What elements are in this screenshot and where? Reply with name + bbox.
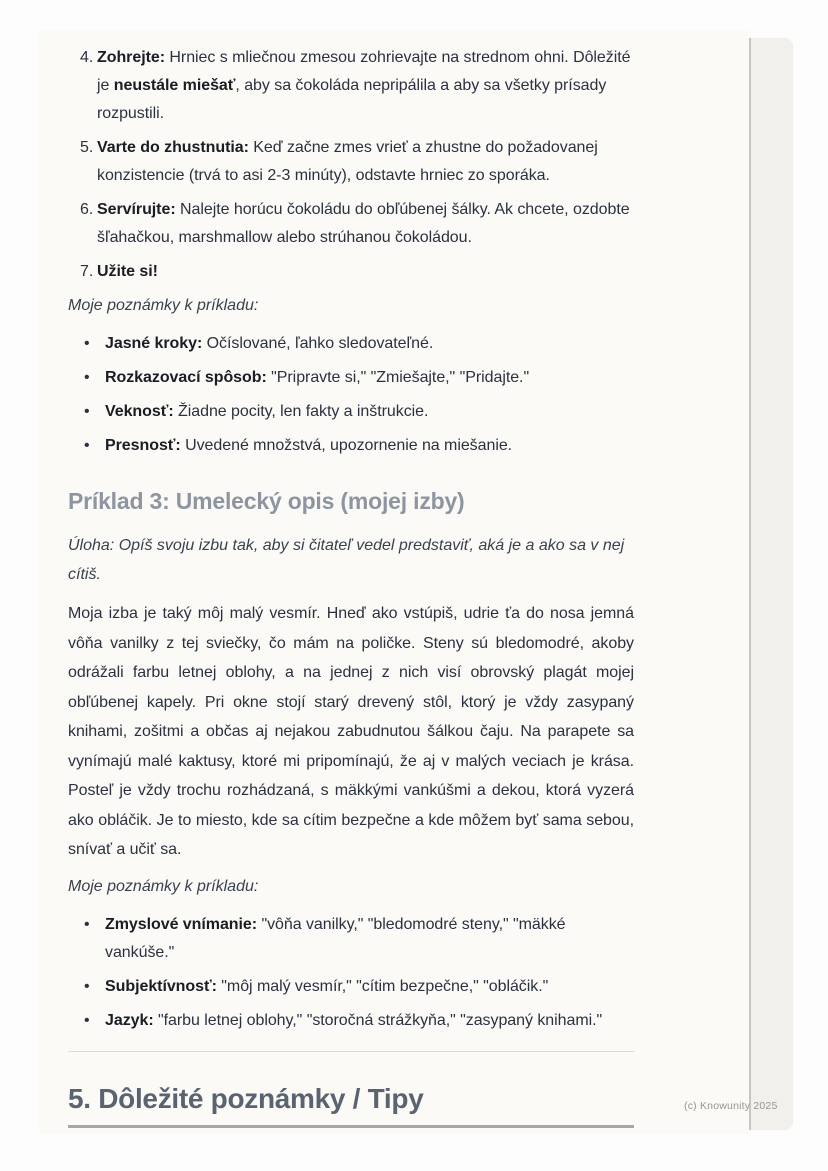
list-item	[68, 364, 634, 392]
notes-label: Moje poznámky k príkladu:	[68, 297, 259, 314]
list-item-text: Užite si!	[97, 263, 158, 280]
list-item-text: Zmyslové vnímanie: "vôňa vanilky," "bledomodré steny," "mäkké vankúše."	[105, 915, 566, 961]
numbered-list	[68, 44, 634, 286]
list-item-text: Rozkazovací spôsob: "Pripravte si," "Zmiešajte," "Pridajte."	[105, 369, 530, 386]
bullet-icon: •	[84, 403, 90, 420]
document-page	[38, 30, 749, 1134]
list-item	[68, 911, 634, 967]
list-item	[68, 973, 634, 1001]
bullet-icon: •	[84, 1011, 90, 1029]
list-item	[68, 330, 634, 358]
list-item	[68, 398, 634, 426]
body-paragraph: Moja izba je taký môj malý vesmír. Hneď ako vstúpiš, udrie ťa do nosa jemná vôňa vanilky z tej sviečky, čo mám na poličke. Steny sú bledomodré, akoby odrážali farbu letnej oblohy, a na jednej z nich visí obrovský plagát mojej obľúbenej kapely. Pri okne stojí starý drevený stôl, ktorý je vždy zasypaný knihami, zošitmi a občas aj nejakou zabudnutou šálkou čaju. Na parapete sa vynímajú malé kaktusy, ktoré mi pripomínajú, že aj v malých veciach je krása. Posteľ je vždy trochu rozhádzaná, s mäkkými vankúšmi a dekou, ktorá vyzerá ako obláčik. Je to miesto, kde sa cítim bezpečne a kde môžem byť sama sebou, snívať a učiť sa.	[68, 605, 634, 858]
list-item-text: Servírujte: Nalejte horúcu čokoládu do obľúbenej šálky. Ak chcete, ozdobte šľahačkou, marshmallow alebo strúhanou čokoládou.	[97, 201, 630, 246]
list-item-text: Varte do zhustnutia: Keď začne zmes vrieť a zhustne do požadovanej konzistencie (trvá to asi 2-3 minúty), odstavte hrniec zo sporáka.	[97, 139, 598, 184]
list-item	[68, 1007, 634, 1035]
list-item-text: Jasné kroky: Očíslované, ľahko sledovateľné.	[105, 335, 434, 352]
list-number: 4.	[80, 49, 94, 66]
list-item-text: Subjektívnosť: "môj malý vesmír," "cítim bezpečne," "obláčik."	[105, 977, 549, 995]
bullet-icon: •	[84, 437, 90, 454]
list-item	[68, 44, 634, 128]
list-number: 7.	[80, 263, 94, 280]
bullet-icon: •	[84, 369, 90, 386]
list-item-text: Jazyk: "farbu letnej oblohy," "storočná strážkyňa," "zasypaný knihami."	[105, 1011, 603, 1029]
list-item	[68, 134, 634, 190]
list-item-text: Zohrejte: Hrniec s mliečnou zmesou zohrievajte na strednom ohni. Dôležité je neustále miešať, aby sa čokoláda nepripálila a aby sa všetky prísady rozpustili.	[97, 49, 631, 122]
notes-label: Moje poznámky k príkladu:	[68, 877, 259, 895]
section-heading: Príklad 3: Umelecký opis (mojej izby)	[68, 488, 465, 514]
bullet-icon: •	[84, 915, 90, 933]
list-item-text: Presnosť: Uvedené množstvá, upozornenie na miešanie.	[105, 437, 513, 454]
task-description: Úloha: Opíš svoju izbu tak, aby si čitateľ vedel predstaviť, aká je a ako sa v nej cítiš.	[68, 537, 625, 583]
list-item	[68, 432, 634, 460]
list-item-text: Veknosť: Žiadne pocity, len fakty a inštrukcie.	[105, 403, 429, 420]
bullet-icon: •	[84, 977, 90, 995]
chapter-heading: 5. Dôležité poznámky / Tipy	[68, 1082, 634, 1128]
list-item	[68, 258, 634, 286]
section-divider	[68, 1051, 634, 1052]
next-page-edge	[749, 38, 793, 1130]
list-number: 5.	[80, 139, 94, 156]
bullet-list	[68, 911, 634, 1035]
list-number: 6.	[80, 201, 94, 218]
list-item	[68, 196, 634, 252]
bullet-icon: •	[84, 335, 90, 352]
bullet-list	[68, 330, 634, 460]
watermark: (c) Knowunity 2025	[684, 1100, 778, 1112]
